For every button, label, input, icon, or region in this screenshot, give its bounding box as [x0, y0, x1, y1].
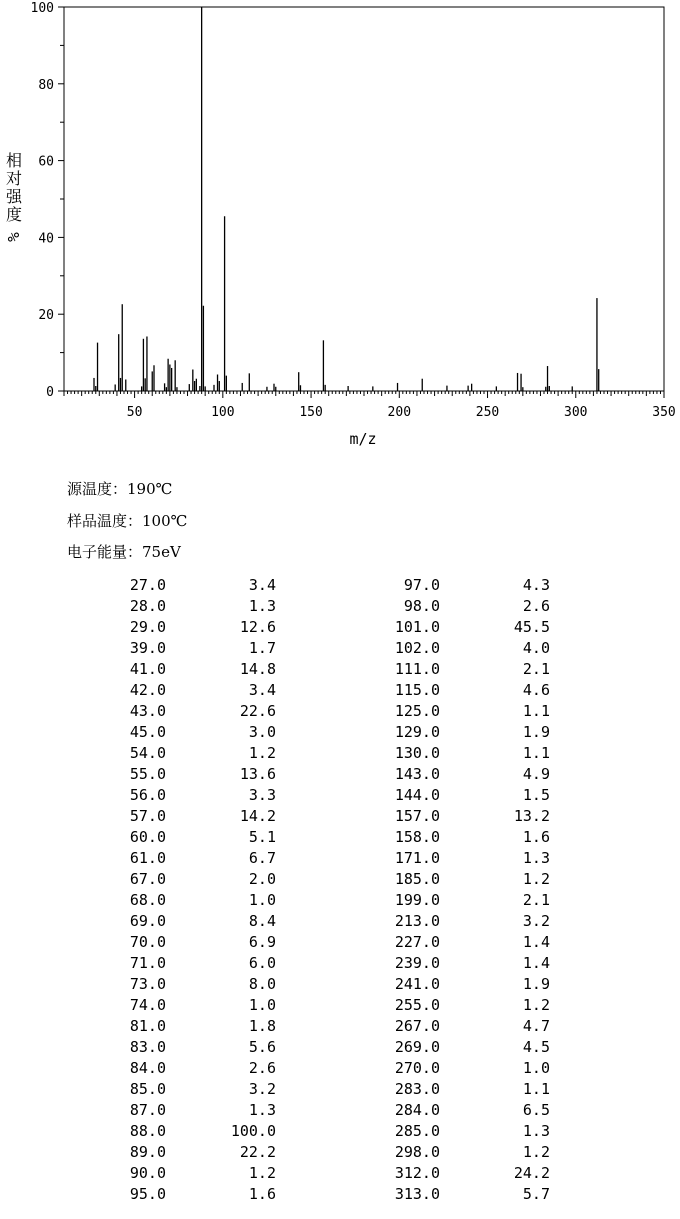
intensity-value: 1.3 — [248, 597, 276, 615]
y-axis-title-char: 相 — [5, 151, 22, 170]
intensity-value: 1.3 — [522, 849, 550, 867]
mz-value: 74.0 — [129, 996, 166, 1014]
intensity-value: 100.0 — [230, 1122, 276, 1140]
mz-value: 98.0 — [403, 597, 440, 615]
mz-value: 69.0 — [129, 912, 166, 930]
mz-value: 298.0 — [394, 1143, 440, 1161]
intensity-value: 1.1 — [522, 702, 550, 720]
table-row — [0, 1122, 580, 1143]
intensity-value: 1.2 — [248, 1164, 276, 1182]
intensity-value: 2.0 — [248, 870, 276, 888]
y-axis-title-char: 强 — [5, 187, 22, 206]
table-row — [0, 1017, 580, 1038]
intensity-value: 1.6 — [248, 1185, 276, 1203]
mz-value: 97.0 — [403, 576, 440, 594]
table-row — [0, 870, 580, 891]
mz-value: 95.0 — [129, 1185, 166, 1203]
intensity-value: 1.6 — [522, 828, 550, 846]
mz-value: 87.0 — [129, 1101, 166, 1119]
intensity-value: 3.3 — [248, 786, 276, 804]
intensity-value: 3.2 — [522, 912, 550, 930]
mz-value: 144.0 — [394, 786, 440, 804]
mz-value: 267.0 — [394, 1017, 440, 1035]
mz-value: 90.0 — [129, 1164, 166, 1182]
table-row — [0, 849, 580, 870]
mz-value: 54.0 — [129, 744, 166, 762]
table-row — [0, 828, 580, 849]
intensity-value: 1.2 — [522, 870, 550, 888]
intensity-value: 1.3 — [248, 1101, 276, 1119]
mz-value: 157.0 — [394, 807, 440, 825]
table-row — [0, 681, 580, 702]
mz-value: 185.0 — [394, 870, 440, 888]
table-row — [0, 1080, 580, 1101]
table-row — [0, 639, 580, 660]
table-row — [0, 1038, 580, 1059]
x-axis-title: m/z — [349, 430, 377, 448]
mz-value: 199.0 — [394, 891, 440, 909]
intensity-value: 8.0 — [248, 975, 276, 993]
mass-spectrum-chart — [0, 0, 680, 460]
intensity-value: 1.9 — [522, 975, 550, 993]
mz-value: 255.0 — [394, 996, 440, 1014]
intensity-value: 1.1 — [522, 744, 550, 762]
x-axis — [64, 391, 676, 420]
intensity-value: 2.1 — [522, 891, 550, 909]
table-row — [0, 660, 580, 681]
mz-value: 27.0 — [129, 576, 166, 594]
mz-value: 227.0 — [394, 933, 440, 951]
mz-value: 43.0 — [129, 702, 166, 720]
x-tick-label: 250 — [475, 405, 500, 420]
mz-value: 143.0 — [394, 765, 440, 783]
mz-value: 28.0 — [129, 597, 166, 615]
intensity-value: 4.9 — [522, 765, 550, 783]
plot-frame — [64, 7, 664, 391]
mz-value: 45.0 — [129, 723, 166, 741]
mz-value: 130.0 — [394, 744, 440, 762]
y-axis-title-char: 度 — [5, 205, 22, 224]
y-axis-unit: % — [4, 232, 23, 242]
table-row — [0, 933, 580, 954]
electron-energy: 电子能量：75eV — [67, 543, 181, 561]
intensity-value: 4.6 — [522, 681, 550, 699]
y-tick-label: 20 — [38, 308, 54, 324]
intensity-value: 13.2 — [513, 807, 550, 825]
peak-table-right — [0, 576, 580, 1206]
intensity-value: 3.0 — [248, 723, 276, 741]
y-tick-label: 40 — [38, 231, 54, 247]
sample-temperature: 样品温度：100℃ — [67, 512, 188, 530]
table-row — [0, 576, 580, 597]
mz-value: 129.0 — [394, 723, 440, 741]
intensity-value: 6.9 — [248, 933, 276, 951]
intensity-value: 22.2 — [239, 1143, 276, 1161]
mz-value: 125.0 — [394, 702, 440, 720]
table-row — [0, 1101, 580, 1122]
x-tick-label: 150 — [299, 405, 323, 420]
mz-value: 213.0 — [394, 912, 440, 930]
y-tick-label: 80 — [38, 77, 54, 93]
table-row — [0, 1059, 580, 1080]
table-row — [0, 597, 580, 618]
mz-value: 29.0 — [129, 618, 166, 636]
intensity-value: 1.2 — [522, 1143, 550, 1161]
x-tick-label: 300 — [564, 405, 588, 420]
mz-value: 241.0 — [394, 975, 440, 993]
x-tick-label: 100 — [211, 405, 235, 420]
intensity-value: 4.5 — [522, 1038, 550, 1056]
table-row — [0, 723, 580, 744]
source-temperature: 源温度：190℃ — [67, 480, 173, 498]
intensity-value: 6.5 — [522, 1101, 550, 1119]
mz-value: 42.0 — [129, 681, 166, 699]
mz-value: 158.0 — [394, 828, 440, 846]
mz-value: 171.0 — [394, 849, 440, 867]
intensity-value: 2.1 — [522, 660, 550, 678]
intensity-value: 5.1 — [248, 828, 276, 846]
intensity-value: 5.7 — [522, 1185, 550, 1203]
mz-value: 285.0 — [394, 1122, 440, 1140]
intensity-value: 4.3 — [522, 576, 550, 594]
mz-value: 88.0 — [129, 1122, 166, 1140]
table-row — [0, 765, 580, 786]
x-tick-label: 350 — [652, 405, 676, 420]
intensity-value: 6.7 — [248, 849, 276, 867]
table-row — [0, 807, 580, 828]
intensity-value: 1.9 — [522, 723, 550, 741]
mz-value: 115.0 — [394, 681, 440, 699]
intensity-value: 1.4 — [522, 933, 550, 951]
mz-value: 70.0 — [129, 933, 166, 951]
mz-value: 239.0 — [394, 954, 440, 972]
intensity-value: 1.0 — [522, 1059, 550, 1077]
y-axis-title — [4, 152, 24, 246]
mz-value: 71.0 — [129, 954, 166, 972]
table-row — [0, 975, 580, 996]
y-axis-title-char: 对 — [5, 169, 22, 188]
mz-value: 111.0 — [394, 660, 440, 678]
intensity-value: 3.4 — [248, 576, 276, 594]
mz-value: 269.0 — [394, 1038, 440, 1056]
y-tick-label: 0 — [46, 385, 54, 400]
table-row — [0, 912, 580, 933]
mz-value: 84.0 — [129, 1059, 166, 1077]
table-row — [0, 1185, 580, 1206]
table-row — [0, 954, 580, 975]
mz-value: 312.0 — [394, 1164, 440, 1182]
intensity-value: 3.4 — [248, 681, 276, 699]
intensity-value: 45.5 — [513, 618, 550, 636]
x-tick-label: 50 — [126, 405, 143, 420]
mz-value: 61.0 — [129, 849, 166, 867]
intensity-value: 5.6 — [248, 1038, 276, 1056]
intensity-value: 1.0 — [248, 891, 276, 909]
mz-value: 283.0 — [394, 1080, 440, 1098]
intensity-value: 1.8 — [248, 1017, 276, 1035]
y-tick-label: 100 — [30, 1, 54, 16]
table-row — [0, 618, 580, 639]
mz-value: 101.0 — [394, 618, 440, 636]
mz-value: 41.0 — [129, 660, 166, 678]
mz-value: 67.0 — [129, 870, 166, 888]
intensity-value: 24.2 — [513, 1164, 550, 1182]
intensity-value: 4.0 — [522, 639, 550, 657]
intensity-value: 13.6 — [239, 765, 276, 783]
y-axis-title-text — [4, 152, 24, 224]
intensity-value: 14.8 — [239, 660, 276, 678]
mz-value: 55.0 — [129, 765, 166, 783]
peak-series — [94, 7, 599, 391]
mz-value: 83.0 — [129, 1038, 166, 1056]
intensity-value: 1.0 — [248, 996, 276, 1014]
mz-value: 270.0 — [394, 1059, 440, 1077]
intensity-value: 1.7 — [248, 639, 276, 657]
y-axis — [31, 1, 64, 400]
intensity-value: 12.6 — [239, 618, 276, 636]
mz-value: 73.0 — [129, 975, 166, 993]
table-row — [0, 786, 580, 807]
table-row — [0, 702, 580, 723]
mz-value: 39.0 — [129, 639, 166, 657]
intensity-value: 22.6 — [239, 702, 276, 720]
mz-value: 57.0 — [129, 807, 166, 825]
intensity-value: 1.2 — [522, 996, 550, 1014]
mz-value: 85.0 — [129, 1080, 166, 1098]
intensity-value: 14.2 — [239, 807, 276, 825]
intensity-value: 6.0 — [248, 954, 276, 972]
x-tick-label: 200 — [387, 405, 412, 420]
table-row — [0, 1143, 580, 1164]
intensity-value: 4.7 — [522, 1017, 550, 1035]
intensity-value: 1.5 — [522, 786, 550, 804]
intensity-value: 1.1 — [522, 1080, 550, 1098]
intensity-value: 8.4 — [248, 912, 276, 930]
table-row — [0, 744, 580, 765]
mz-value: 81.0 — [129, 1017, 166, 1035]
mz-value: 60.0 — [129, 828, 166, 846]
mz-value: 313.0 — [394, 1185, 440, 1203]
table-row — [0, 1164, 580, 1185]
mz-value: 284.0 — [394, 1101, 440, 1119]
y-tick-label: 60 — [38, 154, 54, 170]
intensity-value: 1.2 — [248, 744, 276, 762]
mz-value: 102.0 — [394, 639, 440, 657]
mz-value: 89.0 — [129, 1143, 166, 1161]
intensity-value: 2.6 — [522, 597, 550, 615]
intensity-value: 3.2 — [248, 1080, 276, 1098]
intensity-value: 1.4 — [522, 954, 550, 972]
intensity-value: 2.6 — [248, 1059, 276, 1077]
mz-value: 68.0 — [129, 891, 166, 909]
mz-value: 56.0 — [129, 786, 166, 804]
intensity-value: 1.3 — [522, 1122, 550, 1140]
table-row — [0, 996, 580, 1017]
table-row — [0, 891, 580, 912]
